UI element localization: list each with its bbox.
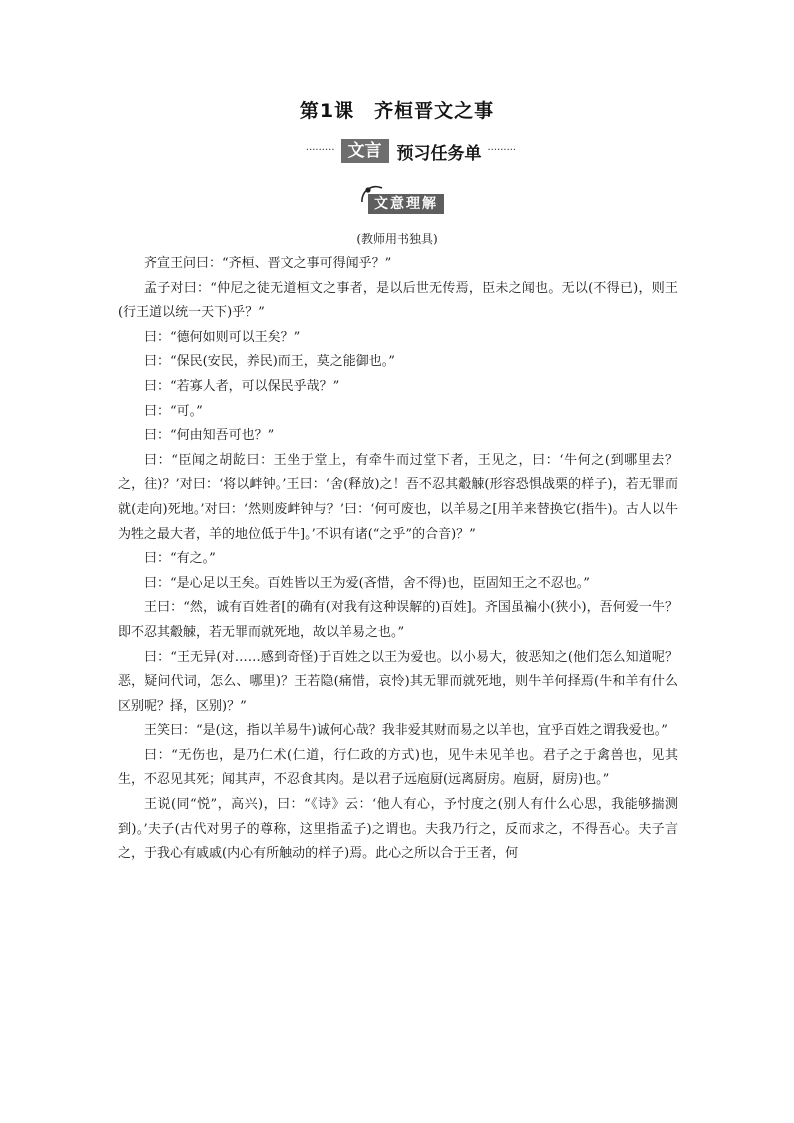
paragraph: 齐宣王问曰：“齐桓、晋文之事可得闻乎？” [144,256,392,271]
paragraph: 曰：“可。” [144,403,203,419]
paragraph: 王说(同“悦”，高兴)，曰：“《诗》云：‘他人有心，予忖度之(别人有什么心思，我能够揣测到)。’夫子(古代对男子的尊称，这里指孟子)之谓也。夫我乃行之，反而求之，不得吾心。夫子言之，于我心有戚戚(内心有所触动的样子)焉。此心之所以合于王者，何 [118,797,678,862]
paragraph: 曰：“是心足以王矣。百姓皆以王为爱(吝惜，舍不得)也，臣固知王之不忍也。” [144,575,590,591]
section-tag-label: 文意理解 [368,194,444,214]
paragraph: 曰：“无伤也，是乃仁术(仁道，行仁政的方式)也，见牛未见羊也。君子之于禽兽也，见其生，不忍见其死；闻其声，不忍食其肉。是以君子远庖厨(远离厨房。庖厨，厨房)也。” [118,747,678,788]
paragraph: 曰：“有之。” [144,551,216,567]
section-tag [354,182,464,218]
banner-label-box: 文言 [341,139,389,163]
banner-dots-right: ········· [487,145,517,156]
paragraph: 曰：“保民(安民，养民)而王，莫之能御也。” [144,354,395,370]
paragraph: 王笑曰：“是(这，指以羊易牛)诚何心哉？我非爱其财而易之以羊也，宜乎百姓之谓我爱也。” [144,723,668,739]
paragraph: 曰：“若寡人者，可以保民乎哉？” [144,378,340,394]
paragraph: 曰：“德何如则可以王矣？” [144,329,301,345]
page-title: 第1课 齐桓晋文之事 [299,100,495,122]
section-banner [264,138,558,164]
banner-label-text: 预习任务单 [396,143,482,164]
paragraph: 曰：“何由知吾可也？” [144,428,275,444]
paragraph: 孟子对曰：“仲尼之徒无道桓文之事者，是以后世无传焉，臣未之闻也。无以(不得已)，则王(行王道以统一天下)乎？” [118,280,678,321]
paragraph: 曰：“王无异(对……感到奇怪)于百姓之以王为爱也。以小易大，彼恶知之(他们怎么知道呢？恶，疑问代词，怎么、哪里)？王若隐(痛惜，哀怜)其无罪而就死地，则牛羊何择焉(牛和羊有什么区别呢？择，区别)？” [118,649,678,714]
paragraph: 曰：“臣闻之胡龁曰：王坐于堂上，有牵牛而过堂下者，王见之，曰：‘牛何之(到哪里去？之，往)？’对曰：‘将以衅钟。’王曰：‘舍(释放)之！吾不忍其觳觫(形容恐惧战栗的样子)，若无罪而就(走向)死地。’对曰：‘然则废衅钟与？’曰：‘何可废也，以羊易之[用羊来替换它(指牛)。古人以牛为牲之最大者，羊的地位低于牛]。’不识有诸(“之乎”的合音)？” [118,452,678,542]
paragraph: 王曰：“然，诚有百姓者[的确有(对我有这种误解的)百姓]。齐国虽褊小(狭小)，吾何爱一牛？即不忍其觳觫，若无罪而就死地，故以羊易之也。” [118,600,678,640]
banner-dots-left: ········· [305,145,335,156]
text-body [118,252,678,867]
teacher-note: (教师用书独具) [356,232,438,246]
